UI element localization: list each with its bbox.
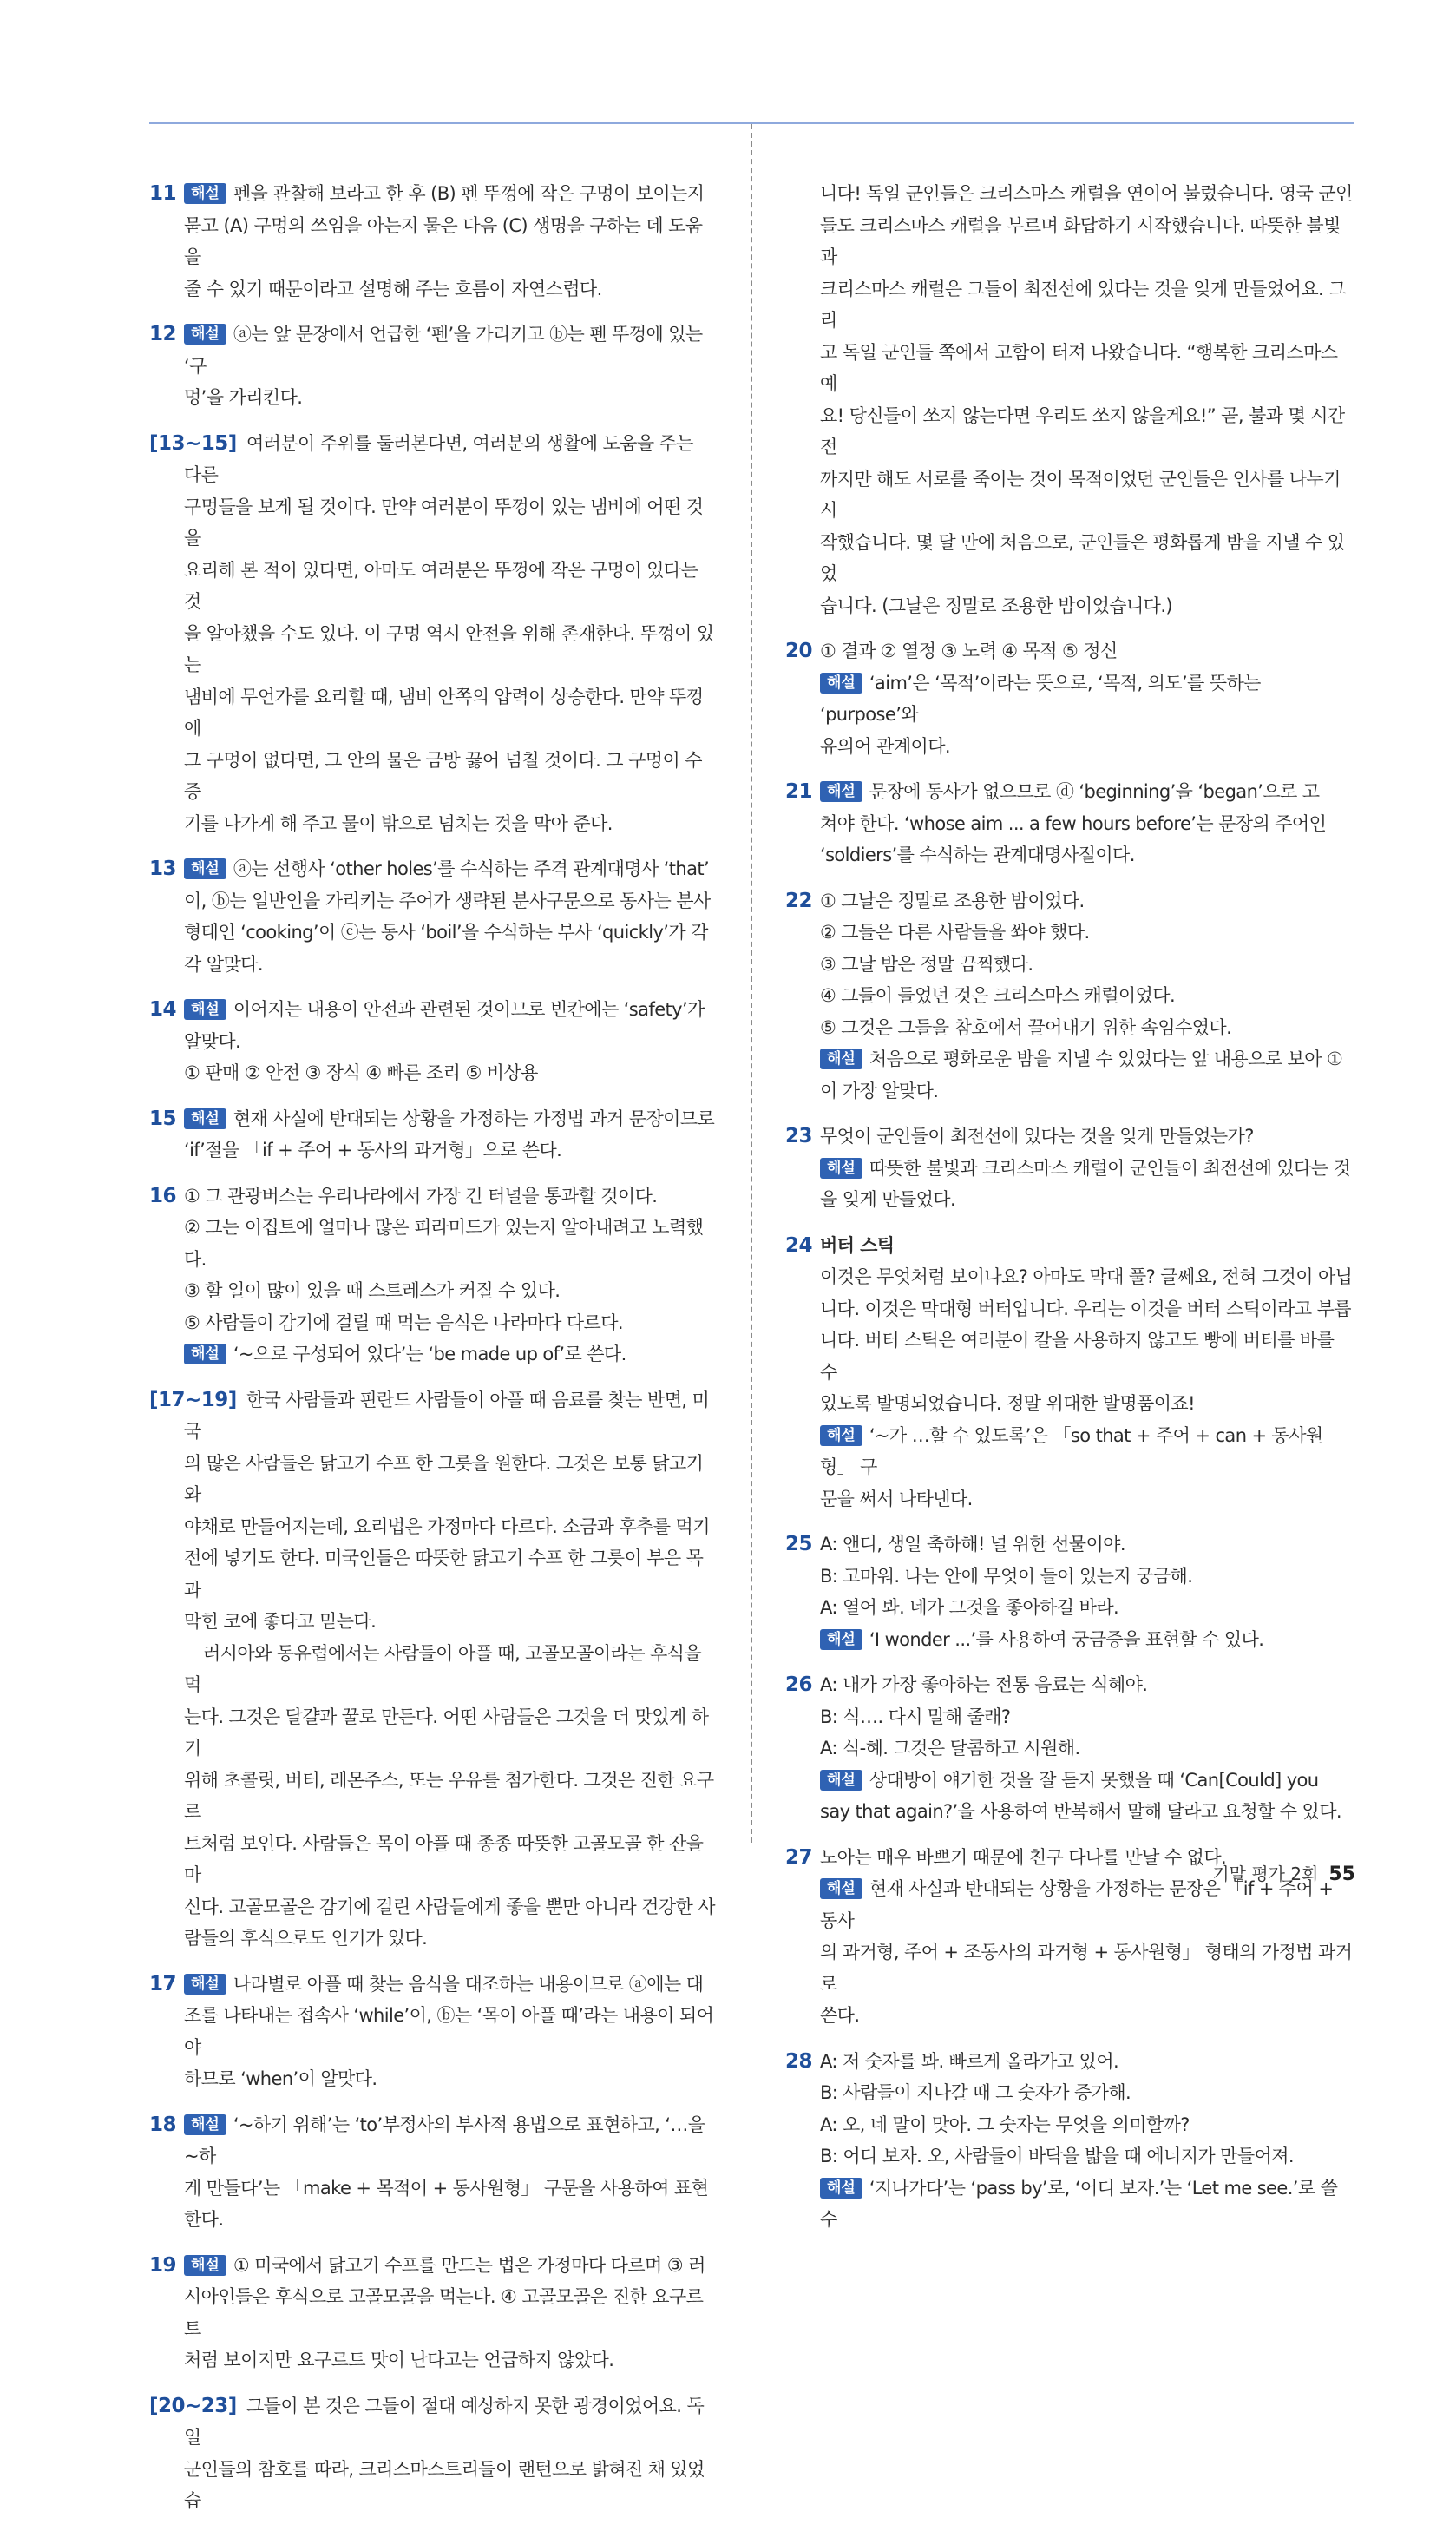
item-range: [17~19] [149,1388,237,1411]
item-number: 14 [149,998,177,1021]
item-number: 23 [785,1125,813,1147]
explanation-badge: 해설 [820,2178,862,2199]
item-number: 19 [149,2253,177,2277]
answer-11: 11 해설 펜을 관찰해 보라고 한 후 (B) 펜 뚜껑에 작은 구멍이 보이는지 묻고 (A) 구멍의 쓰임을 아는지 물은 다음 (C) 생명을 구하는 데 도움을 줄 수 있기 때문이라고 설명해 주는 흐름이 자연스럽다. [149,178,715,305]
explanation-badge: 해설 [820,781,862,802]
answer-19: 19 해설 ① 미국에서 닭고기 수프를 만드는 법은 가정마다 다르며 ③ 러 시아인들은 후식으로 고골모골을 먹는다. ④ 고골모골은 진한 요구르트 처럼 보이지만 요구르트 맛이 난다고는 언급하지 않았다. [149,2250,715,2377]
item-number: 26 [785,1673,813,1696]
explanation-badge: 해설 [184,1108,226,1129]
explanation-badge: 해설 [820,1425,862,1446]
item-number: 15 [149,1107,177,1130]
explanation-badge: 해설 [184,858,226,879]
explanation-badge: 해설 [820,1770,862,1791]
item-number: 22 [785,889,813,912]
footer-title: 기말 평가 2회 [1212,1864,1319,1884]
explanation-badge: 해설 [820,1158,862,1179]
item-number: 25 [785,1533,813,1555]
item-number: 24 [785,1233,813,1257]
explanation-badge: 해설 [184,183,226,204]
page-footer [1212,1860,1355,1885]
item-range: [20~23] [149,2394,237,2417]
right-column [785,178,1354,2250]
answer-14: 14 해설 이어지는 내용이 안전과 관련된 것이므로 빈칸에는 ‘safety’가 알맞다. ① 판매 ② 안전 ③ 장식 ④ 빠른 조리 ⑤ 비상용 [149,994,715,1089]
answer-16: 16 ① 그 관광버스는 우리나라에서 가장 긴 터널을 통과할 것이다. ② 그는 이집트에 얼마나 많은 피라미드가 있는지 알아내려고 노력했다. ③ 할 일이 많이 있을 때 스트레스가 커질 수 있다. ⑤ 사람들이 감기에 걸릴 때 먹는 음식은 나라마다 다르다. 해설 ‘~으로 구성되어 있다’는 ‘be made up of’로 쓴다. [149,1180,715,1371]
item-number: 12 [149,323,177,345]
item-number: 28 [785,2049,813,2073]
explanation-badge: 해설 [820,1878,862,1899]
column-divider [751,124,752,1843]
answer-28: 28 A: 저 숫자를 봐. 빠르게 올라가고 있어. B: 사람들이 지나갈 때 그 숫자가 증가해. A: 오, 네 말이 맞아. 그 숫자는 무엇을 의미할까? B: 어디 보자. 오, 사람들이 바닥을 밟을 때 에너지가 만들어져. 해설 ‘지나가다’는 ‘pass by’로, ‘어디 보자.’는 ‘Let me see.’로 쓸 수 [785,2046,1354,2236]
answer-27: 27 노아는 매우 바쁘기 때문에 친구 다나를 만날 수 없다. 해설 현재 사실과 반대되는 상황을 가정하는 문장은 「if + 주어 + 동사 의 과거형, 주어 + 조동사의 과거형 + 동사원형」 형태의 가정법 과거로 쓴다. [785,1842,1354,2032]
passage-17-19: [17~19] 한국 사람들과 핀란드 사람들이 아플 때 음료를 찾는 반면, 미국 의 많은 사람들은 닭고기 수프 한 그릇을 원한다. 그것은 보통 닭고기와 야채로 만들어지는데, 요리법은 가정마다 다르다. 소금과 후추를 먹기 전에 넣기도 한다. 미국인들은 따뜻한 닭고기 수프 한 그릇이 부은 목과 막힌 코에 좋다고 믿는다. 러시아와 동유럽에서는 사람들이 아플 때, 고골모골이라는 후식을 먹 는다. 그것은 달걀과 꿀로 만든다. 어떤 사람들은 그것을 더 맛있게 하기 위해 초콜릿, 버터, 레몬주스, 또는 우유를 첨가한다. 그것은 진한 요구르 트처럼 보인다. 사람들은 목이 아플 때 종종 따뜻한 고골모골 한 잔을 마 신다. 고골모골은 감기에 걸린 사람들에게 좋을 뿐만 아니라 건강한 사 람들의 후식으로도 인기가 있다. [149,1384,715,1955]
explanation-badge: 해설 [820,1049,862,1069]
answer-23: 23 무엇이 군인들이 최전선에 있다는 것을 잊게 만들었는가? 해설 따뜻한 불빛과 크리스마스 캐럴이 군인들이 최전선에 있다는 것 을 잊게 만들었다. [785,1121,1354,1216]
explanation-badge: 해설 [184,2255,226,2276]
answer-24: 24 버터 스틱 이것은 무엇처럼 보이나요? 아마도 막대 풀? 글쎄요, 전혀 그것이 아닙 니다. 이것은 막대형 버터입니다. 우리는 이것을 버터 스틱이라고 부릅 니다. 버터 스틱은 여러분이 칼을 사용하지 않고도 빵에 버터를 바를 수 있도록 발명되었습니다. 정말 위대한 발명품이죠! 해설 ‘~가 …할 수 있도록’은 「so that + 주어 + can + 동사원형」 구 문을 써서 나타낸다. [785,1230,1354,1515]
answer-18: 18 해설 ‘~하기 위해’는 ‘to’부정사의 부사적 용법으로 표현하고, ‘…을 ~하 게 만들다’는 「make + 목적어 + 동사원형」 구문을 사용하여 표현한다. [149,2109,715,2236]
answer-15: 15 해설 현재 사실에 반대되는 상황을 가정하는 가정법 과거 문장이므로 ‘if’절을 「if + 주어 + 동사의 과거형」으로 쓴다. [149,1103,715,1167]
left-column [149,178,715,2531]
item-number: 17 [149,1972,177,1995]
item-number: 27 [785,1845,813,1869]
passage-20-23: [20~23] 그들이 본 것은 그들이 절대 예상하지 못한 광경이었어요. 독일 군인들의 참호를 따라, 크리스마스트리들이 랜턴으로 밝혀진 채 있었습 [149,2390,715,2517]
explanation-badge: 해설 [184,1344,226,1364]
item-number: 16 [149,1184,177,1207]
passage-20-23-continued: 니다! 독일 군인들은 크리스마스 캐럴을 연이어 불렀습니다. 영국 군인 들도 크리스마스 캐럴을 부르며 화답하기 시작했습니다. 따뜻한 불빛과 크리스마스 캐럴은 그들이 최전선에 있다는 것을 잊게 만들었어요. 그리 고 독일 군인들 쪽에서 고함이 터져 나왔습니다. “행복한 크리스마스예 요! 당신들이 쏘지 않는다면 우리도 쏘지 않을게요!” 곧, 불과 몇 시간 전 까지만 해도 서로를 죽이는 것이 목적이었던 군인들은 인사를 나누기 시 작했습니다. 몇 달 만에 처음으로, 군인들은 평화롭게 밤을 지낼 수 있었 습니다. (그날은 정말로 조용한 밤이었습니다.) [820,183,1353,616]
answer-17: 17 해설 나라별로 아플 때 찾는 음식을 대조하는 내용이므로 ⓐ에는 대 조를 나타내는 접속사 ‘while’이, ⓑ는 ‘목이 아플 때’라는 내용이 되어야 하므로 ‘when’이 알맞다. [149,1969,715,2095]
explanation-badge: 해설 [820,1629,862,1650]
item-number: 18 [149,2113,177,2136]
explanation-badge: 해설 [820,673,862,694]
page-number: 55 [1328,1864,1355,1885]
item-number: 13 [149,858,177,880]
answer-20: 20 ① 결과 ② 열정 ③ 노력 ④ 목적 ⑤ 정신 해설 ‘aim’은 ‘목적’이라는 뜻으로, ‘목적, 의도’를 뜻하는 ‘purpose’와 유의어 관계이다. [785,635,1354,762]
item-range: [13~15] [149,431,237,455]
item-number: 20 [785,640,813,662]
explanation-badge: 해설 [184,2114,226,2135]
passage-13-15: [13~15] 여러분이 주위를 둘러본다면, 여러분의 생활에 도움을 주는 다른 구멍들을 보게 될 것이다. 만약 여러분이 뚜껑이 있는 냄비에 어떤 것을 요리해 본 적이 있다면, 아마도 여러분은 뚜껑에 작은 구멍이 있다는 것 을 알아챘을 수도 있다. 이 구멍 역시 안전을 위해 존재한다. 뚜껑이 있는 냄비에 무언가를 요리할 때, 냄비 안쪽의 압력이 상승한다. 만약 뚜껑에 그 구멍이 없다면, 그 안의 물은 금방 끓어 넘칠 것이다. 그 구멍이 수증 기를 나가게 해 주고 물이 밖으로 넘치는 것을 막아 준다. [149,428,715,840]
answer-13: 13 해설 ⓐ는 선행사 ‘other holes’를 수식하는 주격 관계대명사 ‘that’ 이, ⓑ는 일반인을 가리키는 주어가 생략된 분사구문으로 동사는 분사 형태인 ‘cooking’이 ⓒ는 동사 ‘boil’을 수식하는 부사 ‘quickly’가 각 각 알맞다. [149,853,715,980]
answer-22: 22 ① 그날은 정말로 조용한 밤이었다. ② 그들은 다른 사람들을 쏴야 했다. ③ 그날 밤은 정말 끔찍했다. ④ 그들이 들었던 것은 크리스마스 캐럴이었다. ⑤ 그것은 그들을 참호에서 끌어내기 위한 속임수였다. 해설 처음으로 평화로운 밤을 지낼 수 있었다는 앞 내용으로 보아 ① 이 가장 알맞다. [785,885,1354,1108]
item-number: 21 [785,780,813,803]
answer-21: 21 해설 문장에 동사가 없으므로 ⓓ ‘beginning’을 ‘began’으로 고 쳐야 한다. ‘whose aim ... a few hours before’는 문장의 주어인 ‘soldiers’를 수식하는 관계대명사절이다. [785,776,1354,871]
answer-25: 25 A: 앤디, 생일 축하해! 널 위한 선물이야. B: 고마워. 나는 안에 무엇이 들어 있는지 궁금해. A: 열어 봐. 네가 그것을 좋아하길 바라. 해설 ‘I wonder ...’를 사용하여 궁금증을 표현할 수 있다. [785,1528,1354,1655]
item-number: 11 [149,182,177,205]
explanation-badge: 해설 [184,1974,226,1995]
answer-12: 12 해설 ⓐ는 앞 문장에서 언급한 ‘펜’을 가리키고 ⓑ는 펜 뚜껑에 있는 ‘구 멍’을 가리킨다. [149,319,715,414]
explanation-badge: 해설 [184,324,226,345]
answer-26: 26 A: 내가 가장 좋아하는 전통 음료는 식혜야. B: 식…. 다시 말해 줄래? A: 식-혜. 그것은 달콤하고 시원해. 해설 상대방이 얘기한 것을 잘 듣지 못했을 때 ‘Can[Could] you say that again?’을 사용하여 반복해서 말해 달라고 요청할 수 있다. [785,1669,1354,1828]
explanation-badge: 해설 [184,999,226,1020]
